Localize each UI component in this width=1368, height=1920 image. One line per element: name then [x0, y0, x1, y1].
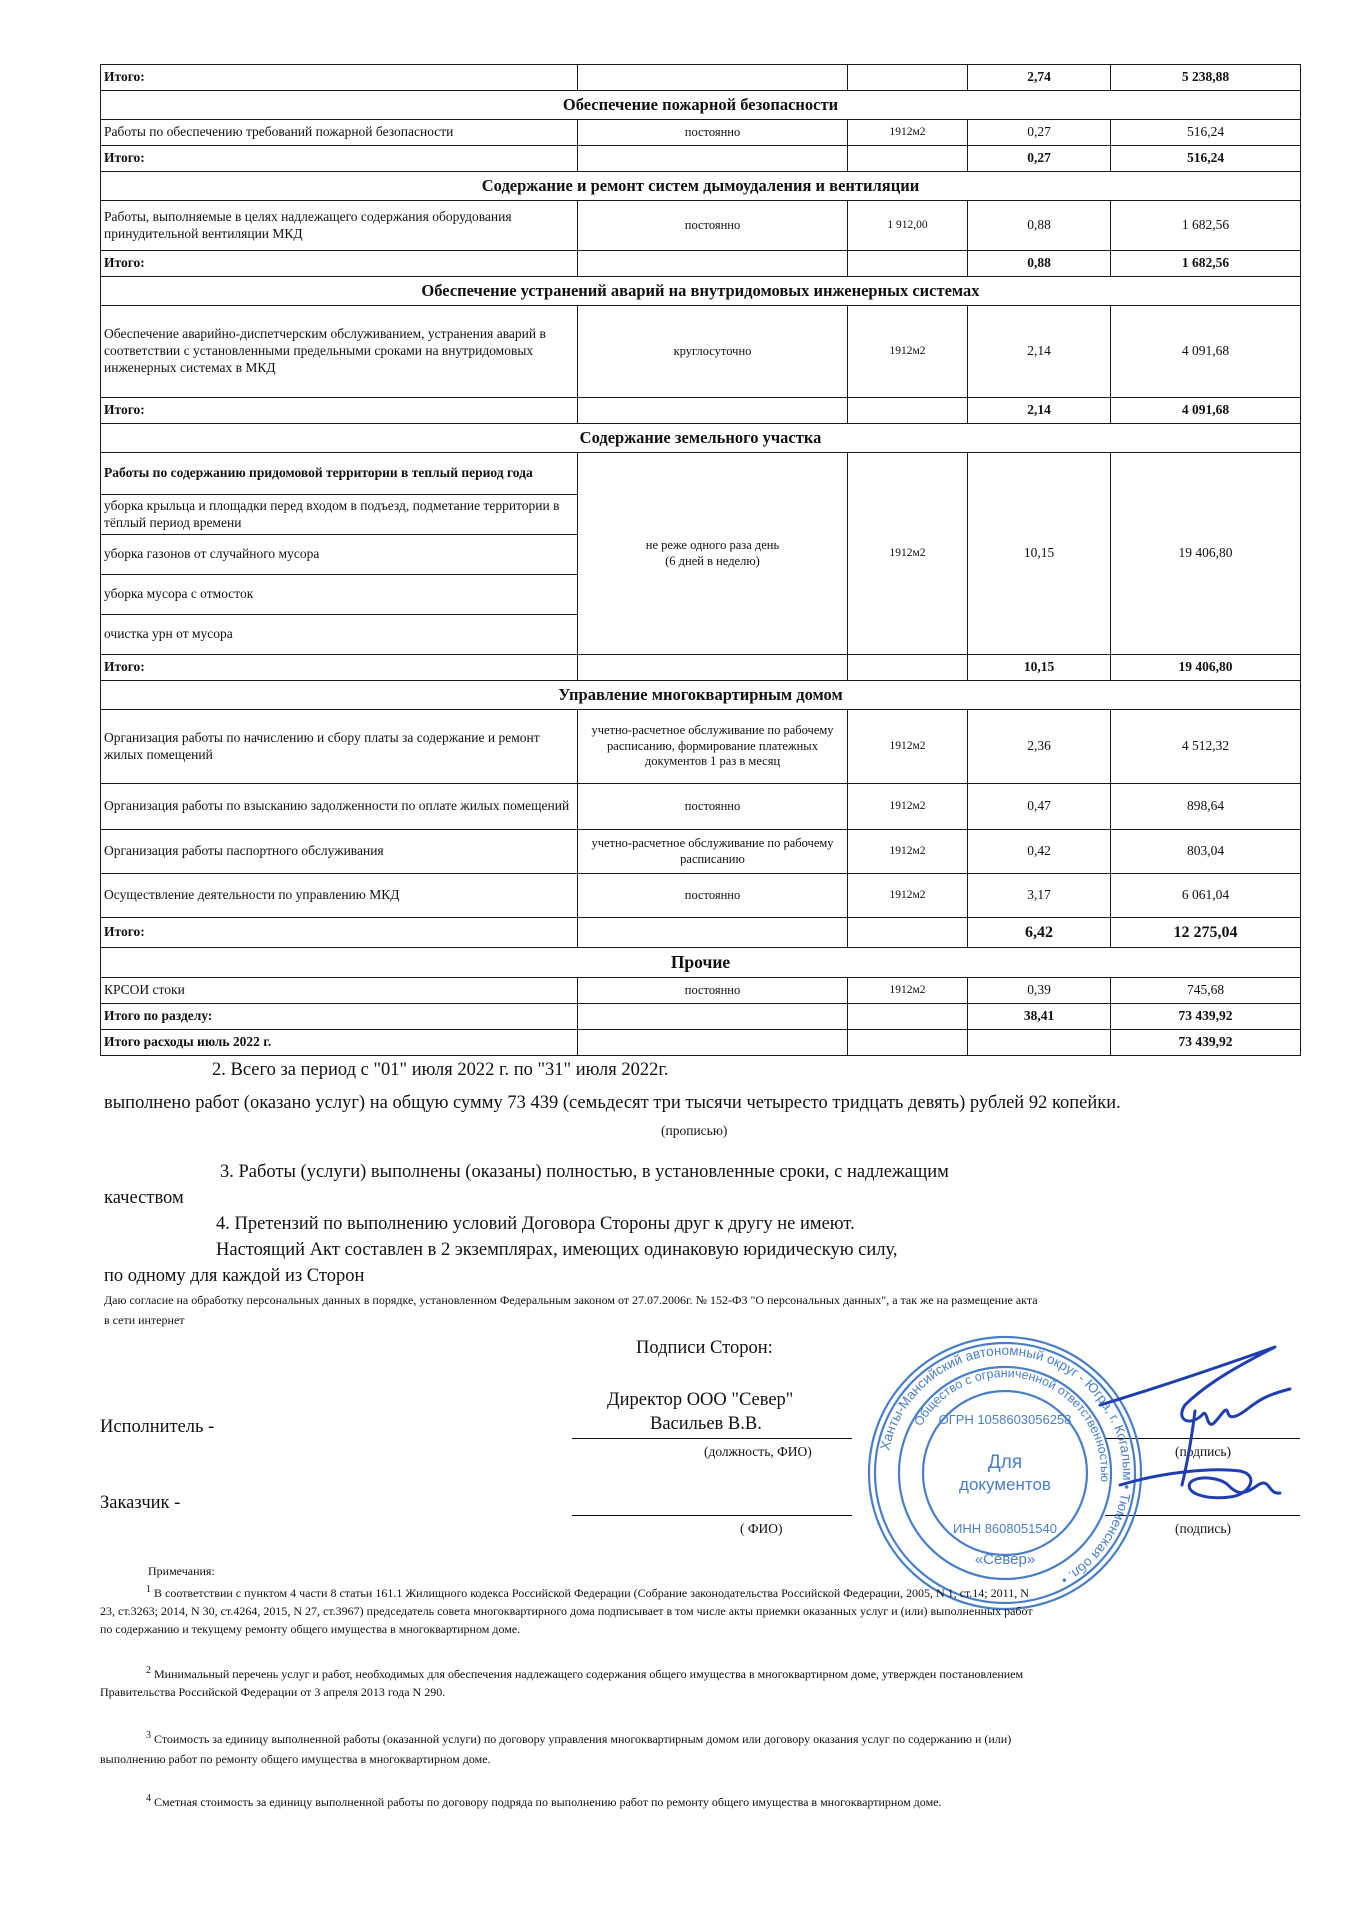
paragraph-3-line1: 3. Работы (услуги) выполнены (оказаны) полностью, в установленные сроки, с надлежащим — [220, 1162, 949, 1182]
table-row — [101, 120, 1301, 146]
total-label: Итого: — [101, 655, 578, 681]
month-total-sum: 73 439,92 — [1111, 1030, 1301, 1056]
executor-hint: (должность, ФИО) — [704, 1444, 812, 1459]
service-name: Организация работы паспортного обслуживания — [101, 830, 578, 874]
note-2-line2: Правительства Российской Федерации от 3 апреля 2013 года N 290. — [100, 1685, 446, 1699]
notes-title: Примечания: — [148, 1564, 215, 1578]
customer-label: Заказчик - — [100, 1493, 181, 1513]
table-row — [101, 874, 1301, 918]
stamp-name: «Север» — [974, 1551, 1036, 1568]
consent-line2: в сети интернет — [104, 1313, 185, 1327]
service-rate: 3,17 — [968, 874, 1111, 918]
service-unit: 1912м2 — [848, 830, 968, 874]
service-name: КРСОИ стоки — [101, 978, 578, 1004]
section-header — [101, 91, 1301, 120]
table-row — [101, 918, 1301, 948]
service-period: постоянно — [578, 120, 848, 146]
service-period: постоянно — [578, 978, 848, 1004]
note-3-text: Стоимость за единицу выполненной работы (оказанной услуги) по договору управления многоквартирным домом или договору оказания услуг по содержанию и (или) — [154, 1732, 1012, 1746]
executor-label: Исполнитель - — [100, 1417, 215, 1437]
signatures-heading: Подписи Сторон: — [636, 1338, 773, 1358]
total-sum: 516,24 — [1111, 146, 1301, 172]
total-label: Итого: — [101, 398, 578, 424]
executor-name-line — [572, 1438, 852, 1439]
handwritten-signature — [1090, 1335, 1300, 1565]
stamp-center-line1: Для — [987, 1452, 1023, 1473]
service-rate: 0,39 — [968, 978, 1111, 1004]
total-sum: 12 275,04 — [1111, 918, 1301, 948]
table-row — [101, 1030, 1301, 1056]
note-4-line1 — [146, 1793, 941, 1810]
section-total-rate: 38,41 — [968, 1004, 1111, 1030]
service-rate: 2,14 — [968, 306, 1111, 398]
section-header — [101, 948, 1301, 978]
total-rate: 2,14 — [968, 398, 1111, 424]
paragraph-2-line2: выполнено работ (оказано услуг) на общую сумму 73 439 (семьдесят три тысячи четыресто тридцать девять) рублей 92 копейки. — [104, 1093, 1121, 1113]
note-3-line2: выполнению работ по ремонту общего имущества в многоквартирном доме. — [100, 1752, 491, 1766]
note-1-sup: 1 — [146, 1584, 151, 1595]
section-title-management: Управление многоквартирным домом — [101, 681, 1301, 710]
note-1-text: В соответствии с пунктом 4 части 8 статьи 161.1 Жилищного кодекса Российской Федерации (Собрание законодательства Российской Федерации, 2005, N 1, ст.14; 2011, N — [154, 1586, 1029, 1600]
service-sum: 4 091,68 — [1111, 306, 1301, 398]
service-sum: 6 061,04 — [1111, 874, 1301, 918]
table-row — [101, 306, 1301, 398]
service-sum: 745,68 — [1111, 978, 1301, 1004]
service-unit: 1912м2 — [848, 784, 968, 830]
total-rate: 2,74 — [968, 65, 1111, 91]
service-rate: 0,47 — [968, 784, 1111, 830]
stamp-outer-text: Ханты-Мансийский автономный округ - Югра, г. Когалым • Тюменская обл. • — [877, 1342, 1136, 1588]
table-row — [101, 251, 1301, 277]
land-period: не реже одного раза день (6 дней в неделю) — [578, 453, 848, 655]
customer-hint: ( ФИО) — [740, 1521, 783, 1536]
service-period: круглосуточно — [578, 306, 848, 398]
service-name: Работы, выполняемые в целях надлежащего содержания оборудования принудительной вентиляции МКД — [101, 201, 578, 251]
service-period: постоянно — [578, 784, 848, 830]
service-period: учетно-расчетное обслуживание по рабочему расписанию, формирование платежных документов 1 раз в месяц — [578, 710, 848, 784]
stamp-inner-text: Общество с ограниченной ответственностью — [911, 1365, 1113, 1483]
land-item: очистка урн от мусора — [101, 615, 578, 655]
service-sum: 1 682,56 — [1111, 201, 1301, 251]
table-row — [101, 201, 1301, 251]
total-rate: 0,27 — [968, 146, 1111, 172]
customer-sign-hint: (подпись) — [1175, 1521, 1232, 1536]
note-3-line1 — [146, 1730, 1011, 1747]
total-rate: 10,15 — [968, 655, 1111, 681]
table-row — [101, 655, 1301, 681]
total-label: Итого: — [101, 65, 578, 91]
note-4-sup: 4 — [146, 1793, 151, 1804]
service-sum: 516,24 — [1111, 120, 1301, 146]
table-row — [101, 784, 1301, 830]
land-item: Работы по содержанию придомовой территории в теплый период года — [101, 453, 578, 495]
service-sum: 4 512,32 — [1111, 710, 1301, 784]
paragraph-5-line1: Настоящий Акт составлен в 2 экземплярах, имеющих одинаковую юридическую силу, — [216, 1240, 898, 1260]
total-rate: 0,88 — [968, 251, 1111, 277]
executor-name: Васильев В.В. — [650, 1414, 762, 1434]
note-3-sup: 3 — [146, 1730, 151, 1741]
service-rate: 0,27 — [968, 120, 1111, 146]
table-row — [101, 453, 1301, 495]
section-title-emergency: Обеспечение устранений аварий на внутридомовых инженерных системах — [101, 277, 1301, 306]
stamp-ogrn: ОГРН 1058603056258 — [938, 1412, 1072, 1427]
customer-name-line — [572, 1515, 852, 1516]
service-unit: 1 912,00 — [848, 201, 968, 251]
service-name: Осуществление деятельности по управлению МКД — [101, 874, 578, 918]
land-rate: 10,15 — [968, 453, 1111, 655]
land-item: уборка крыльца и площадки перед входом в подъезд, подметание территории в тёплый период времени — [101, 495, 578, 535]
stamp-inn: ИНН 8608051540 — [952, 1521, 1058, 1536]
service-rate: 2,36 — [968, 710, 1111, 784]
note-2-text: Минимальный перечень услуг и работ, необходимых для обеспечения надлежащего содержания общего имущества в многоквартирном доме, утвержден постановлением — [154, 1667, 1024, 1681]
service-name: Организация работы по начислению и сбору платы за содержание и ремонт жилых помещений — [101, 710, 578, 784]
total-rate: 6,42 — [968, 918, 1111, 948]
note-1-line2: 23, ст.3263; 2014, N 30, ст.4264, 2015, N 27, ст.3967) председатель совета многоквартирного дома подписывает в том числе акты приемки оказанных услуг и (или) выполненных работ — [100, 1604, 1033, 1618]
service-unit: 1912м2 — [848, 978, 968, 1004]
executor-sign-hint: (подпись) — [1175, 1444, 1232, 1459]
section-total-sum: 73 439,92 — [1111, 1004, 1301, 1030]
table-row — [101, 146, 1301, 172]
table-row — [101, 398, 1301, 424]
table-row — [101, 978, 1301, 1004]
table-row — [101, 1004, 1301, 1030]
service-period: постоянно — [578, 874, 848, 918]
note-2-sup: 2 — [146, 1665, 151, 1676]
service-period: постоянно — [578, 201, 848, 251]
service-unit: 1912м2 — [848, 306, 968, 398]
table-row — [101, 710, 1301, 784]
service-rate: 0,88 — [968, 201, 1111, 251]
note-1-line1 — [146, 1584, 1029, 1601]
total-label: Итого: — [101, 918, 578, 948]
land-item: уборка мусора с отмосток — [101, 575, 578, 615]
land-unit: 1912м2 — [848, 453, 968, 655]
service-name: Работы по обеспечению требований пожарной безопасности — [101, 120, 578, 146]
total-label: Итого: — [101, 251, 578, 277]
paragraph-4: 4. Претензий по выполнению условий Договора Стороны друг к другу не имеют. — [216, 1214, 855, 1234]
table-row — [101, 830, 1301, 874]
service-sum: 803,04 — [1111, 830, 1301, 874]
month-total-label: Итого расходы июль 2022 г. — [101, 1030, 578, 1056]
section-total-label: Итого по разделу: — [101, 1004, 578, 1030]
section-header — [101, 424, 1301, 453]
paragraph-2-hint: (прописью) — [661, 1123, 728, 1138]
section-header — [101, 277, 1301, 306]
paragraph-5-line2: по одному для каждой из Сторон — [104, 1266, 365, 1286]
service-unit: 1912м2 — [848, 874, 968, 918]
services-table — [100, 64, 1301, 1056]
total-sum: 1 682,56 — [1111, 251, 1301, 277]
total-label: Итого: — [101, 146, 578, 172]
service-sum: 898,64 — [1111, 784, 1301, 830]
table-row — [101, 65, 1301, 91]
executor-position: Директор ООО "Север" — [607, 1390, 794, 1410]
service-unit: 1912м2 — [848, 120, 968, 146]
total-sum: 4 091,68 — [1111, 398, 1301, 424]
service-rate: 0,42 — [968, 830, 1111, 874]
land-item: уборка газонов от случайного мусора — [101, 535, 578, 575]
total-sum: 19 406,80 — [1111, 655, 1301, 681]
paragraph-3-line2: качеством — [104, 1188, 184, 1208]
note-2-line1 — [146, 1665, 1023, 1682]
service-unit: 1912м2 — [848, 710, 968, 784]
section-header — [101, 172, 1301, 201]
section-title-ventilation: Содержание и ремонт систем дымоудаления и вентиляции — [101, 172, 1301, 201]
section-title-land: Содержание земельного участка — [101, 424, 1301, 453]
section-header — [101, 681, 1301, 710]
service-period: учетно-расчетное обслуживание по рабочему расписанию — [578, 830, 848, 874]
note-4-text: Сметная стоимость за единицу выполненной работы по договору подряда по выполнению работ по ремонту общего имущества в многоквартирном доме. — [154, 1795, 942, 1809]
service-name: Организация работы по взысканию задолженности по оплате жилых помещений — [101, 784, 578, 830]
consent-line1: Даю согласие на обработку персональных данных в порядке, установленном Федеральным законом от 27.07.2006г. № 152-ФЗ "О персональных данных", а так же на размещение акта — [104, 1293, 1038, 1307]
land-sum: 19 406,80 — [1111, 453, 1301, 655]
note-1-line3: по содержанию и текущему ремонту общего имущества в многоквартирном доме. — [100, 1622, 521, 1636]
service-name: Обеспечение аварийно-диспетчерским обслуживанием, устранения аварий в соответствии с установленными предельными сроками на внутридомовых инженерных системах в МКД — [101, 306, 578, 398]
section-title-fire: Обеспечение пожарной безопасности — [101, 91, 1301, 120]
section-title-other: Прочие — [101, 948, 1301, 978]
paragraph-2-line1: 2. Всего за период с "01" июля 2022 г. по "31" июля 2022г. — [212, 1060, 669, 1080]
total-sum: 5 238,88 — [1111, 65, 1301, 91]
stamp-center-line2: документов — [959, 1475, 1051, 1494]
